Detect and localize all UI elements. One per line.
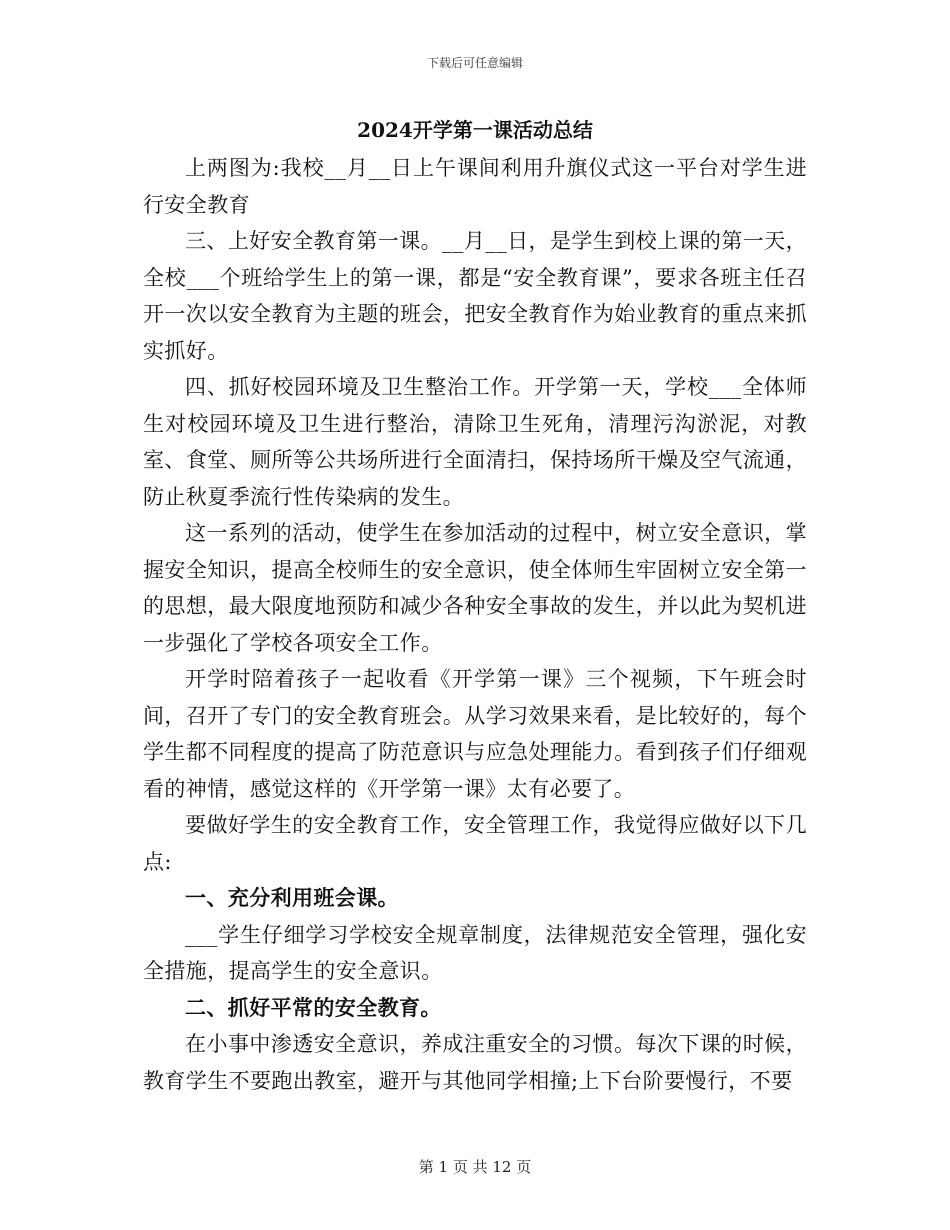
heading-class-meeting: 一、充分利用班会课。 [185,885,399,910]
paragraph-section-four: 四、抓好校园环境及卫生整治工作。开学第一天，学校___全体师生对校园环境及卫生进行整治，清除卫生死角，清理污沟淤泥，对教室、食堂、厕所等公共场所进行全面清扫，保持场所干燥及空气流通，防止秋夏季流行性传染病的发生。 [143,375,807,509]
document-title: 2024开学第一课活动总结 [357,118,593,142]
paragraph-image-caption: 上两图为:我校__月__日上午课间利用升旗仪式这一平台对学生进行安全教育 [143,156,807,217]
paragraph-daily-safety: 在小事中渗透安全意识，养成注重安全的习惯。每次下课的时候，教育学生不要跑出教室，避开与其他同学相撞;上下台阶要慢行，不要 [143,1032,807,1093]
paragraph-section-three: 三、上好安全教育第一课。__月__日，是学生到校上课的第一天，全校___个班给学生上的第一课，都是“安全教育课”，要求各班主任召开一次以安全教育为主题的班会，把安全教育作为始业教育的重点来抓实抓好。 [143,229,807,363]
paragraph-class-meeting: ___学生仔细学习学校安全规章制度，法律规范安全管理，强化安全措施，提高学生的安全意识。 [143,922,807,983]
paragraph-first-lesson-viewing: 开学时陪着孩子一起收看《开学第一课》三个视频，下午班会时间，召开了专门的安全教育班会。从学习效果来看，是比较好的，每个学生都不同程度的提高了防范意识与应急处理能力。看到孩子们仔细观看的神情，感觉这样的《开学第一课》太有必要了。 [143,667,807,801]
heading-daily-safety: 二、抓好平常的安全教育。 [185,994,442,1020]
paragraph-activities-summary: 这一系列的活动，使学生在参加活动的过程中，树立安全意识，掌握安全知识，提高全校师生的安全意识，使全体师生牢固树立安全第一的思想，最大限度地预防和减少各种安全事故的发生，并以此为契机进一步强化了学校各项安全工作。 [143,521,807,655]
header-note: 下载后可任意编辑 [426,56,523,70]
document-body [143,150,807,1099]
page-number: 第 1 页 共 12 页 [418,1158,532,1176]
paragraph-points-intro: 要做好学生的安全教育工作，安全管理工作，我觉得应做好以下几点: [143,813,807,874]
